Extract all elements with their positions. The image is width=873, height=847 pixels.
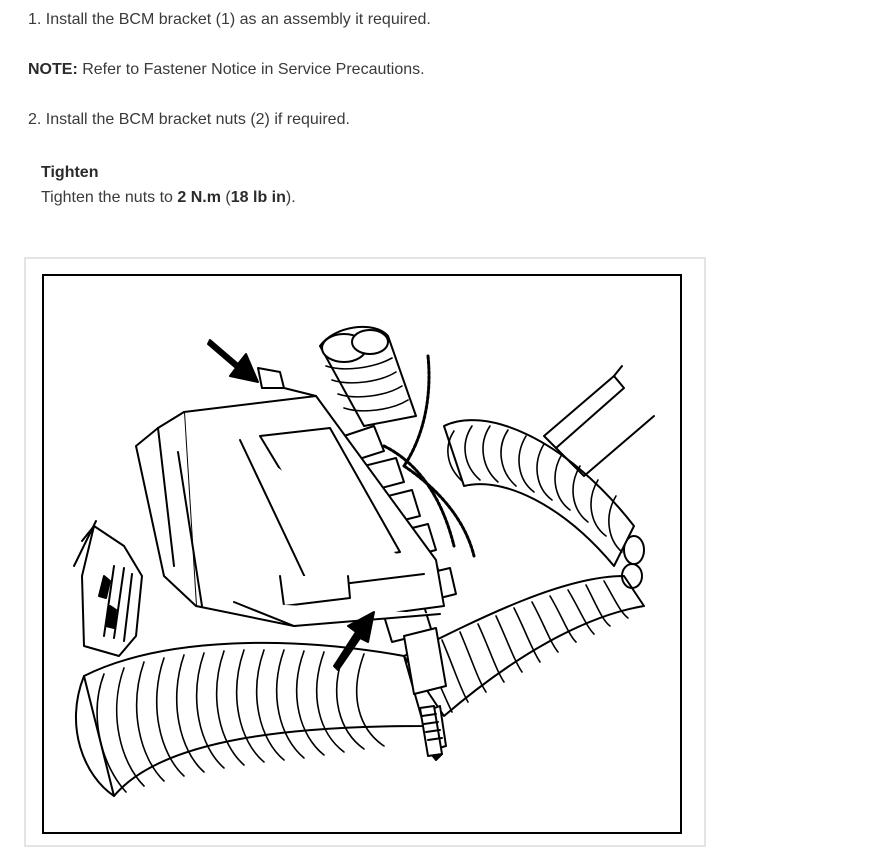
illustration-svg xyxy=(44,276,680,832)
tighten-suffix: ). xyxy=(285,189,296,206)
note-line xyxy=(28,60,425,80)
bcm-bracket-illustration xyxy=(42,274,682,834)
note-text: Refer to Fastener Notice in Service Precautions. xyxy=(77,61,425,78)
figure-frame xyxy=(24,257,706,847)
tighten-title: Tighten xyxy=(41,164,99,181)
torque-imperial: 18 lb in xyxy=(230,189,286,206)
note-label: NOTE: xyxy=(28,61,78,78)
tighten-block xyxy=(41,160,296,210)
harness-lower-left xyxy=(76,643,424,796)
step-1-text: 1. Install the BCM bracket (1) as an assembly it required. xyxy=(28,11,431,28)
harness-upper-right xyxy=(444,420,634,566)
step-2-text: 2. Install the BCM bracket nuts (2) if required. xyxy=(28,111,350,128)
harness-upper-tube xyxy=(320,327,416,426)
tighten-spec xyxy=(41,185,296,210)
tighten-open-paren: ( xyxy=(220,189,231,206)
left-connector-drawing xyxy=(74,521,142,656)
tighten-prefix: Tighten the nuts to xyxy=(41,189,178,206)
torque-metric: 2 N.m xyxy=(177,189,221,206)
harness-lower-right xyxy=(404,536,644,716)
